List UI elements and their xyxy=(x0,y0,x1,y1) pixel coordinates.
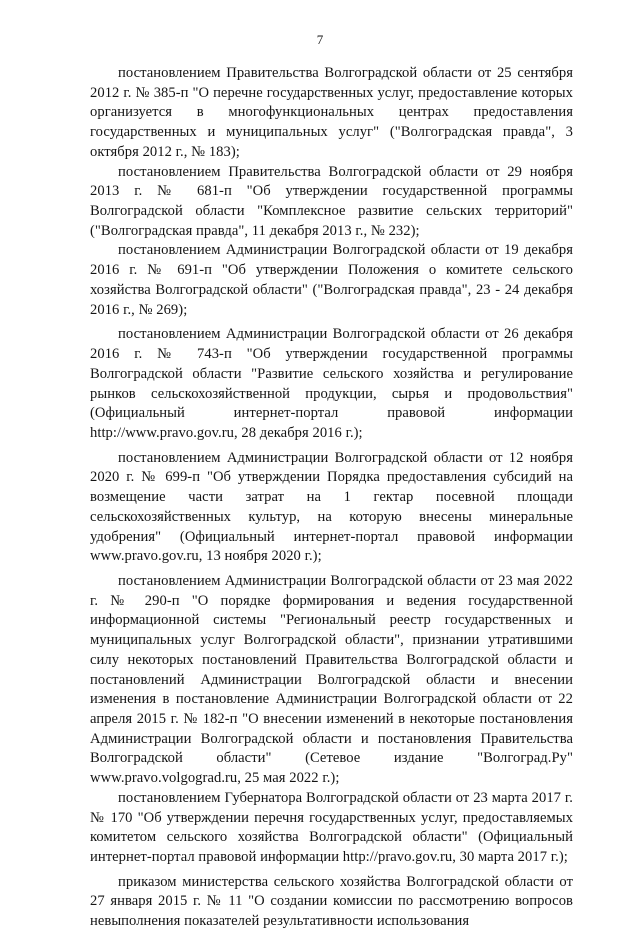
document-body xyxy=(90,64,573,932)
paragraph-resolution-290p: постановлением Администрации Волгоградской области от 23 мая 2022 г. № 290-п "О порядке формирования и ведения государственной информационной системы "Региональный реестр государственных и муниципальных услуг Волгоградской области", признании утратившими силу некоторых постановлений Правительства Волгоградской области и постановлений Администрации Волгоградской области и внесении изменения в постановление Администрации Волгоградской области от 22 апреля 2015 г. № 182-п "О внесении изменений в некоторые постановления Администрации Волгоградской области и постановления Правительства Волгоградской области" (Сетевое издание "Волгоград.Ру" www.pravo.volgograd.ru, 25 мая 2022 г.); xyxy=(90,572,573,787)
paragraph-resolution-681p: постановлением Правительства Волгоградской области от 29 ноября 2013 г. № 681-п "Об утверждении государственной программы Волгоградской области "Комплексное развитие сельских территорий" ("Волгоградская правда", 11 декабря 2013 г., № 232); xyxy=(90,163,573,239)
paragraph-resolution-691p: постановлением Администрации Волгоградской области от 19 декабря 2016 г. № 691-п "Об утверждении Положения о комитете сельского хозяйства Волгоградской области" ("Волгоградская правда", 23 - 24 декабря 2016 г., № 269); xyxy=(90,242,573,318)
paragraph-order-11: приказом министерства сельского хозяйства Волгоградской области от 27 января 2015 г. № 11 "О создании комиссии по рассмотрению вопросов невыполнения показателей результативности использования xyxy=(90,873,573,930)
paragraph-governor-resolution-170: постановлением Губернатора Волгоградской области от 23 марта 2017 г. № 170 "Об утверждении перечня государственных услуг, предоставляемых комитетом сельского хозяйства Волгоградской области" (Официальный интернет-портал правовой информации http://pravo.gov.ru, 30 марта 2017 г.); xyxy=(90,789,573,866)
paragraph-resolution-699p: постановлением Администрации Волгоградской области от 12 ноября 2020 г. № 699-п "Об утверждении Порядка предоставления субсидий на возмещение части затрат на 1 гектар посевной площади сельскохозяйственных культур, на которую внесены минеральные удобрения" (Официальный интернет-портал правовой информации www.pravo.gov.ru, 13 ноября 2020 г.); xyxy=(90,449,573,565)
paragraph-resolution-385p: постановлением Правительства Волгоградской области от 25 сентября 2012 г. № 385-п "О перечне государственных услуг, предоставление которых организуется в многофункциональных центрах предоставления государственных и муниципальных услуг" ("Волгоградская правда", 3 октября 2012 г., № 183); xyxy=(90,65,573,160)
paragraph-resolution-743p: постановлением Администрации Волгоградской области от 26 декабря 2016 г. № 743-п "Об утверждении государственной программы Волгоградской области "Развитие сельского хозяйства и регулирование рынков сельскохозяйственной продукции, сырья и продовольствия" (Официальный интернет-портал правовой информации http://www.pravo.gov.ru, 28 декабря 2016 г.); xyxy=(90,326,573,441)
page-number: 7 xyxy=(316,32,324,47)
